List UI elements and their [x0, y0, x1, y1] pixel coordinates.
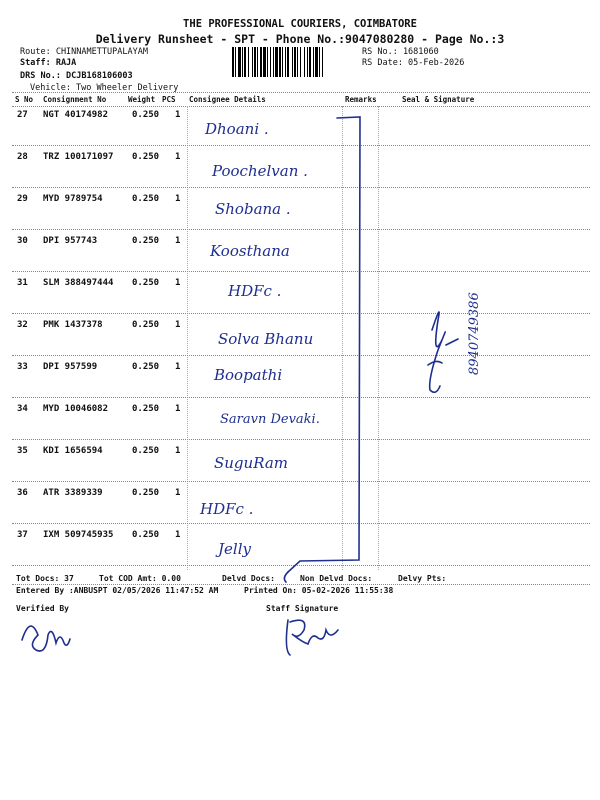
- row-consignee-handwritten: Poochelvan .: [212, 162, 308, 180]
- col-sno: S No: [15, 95, 34, 104]
- row-pcs: 1: [175, 488, 181, 498]
- row-sno: 36: [17, 488, 28, 498]
- row-consignment: KDI 1656594: [43, 446, 103, 456]
- bracket-mark: [288, 117, 360, 572]
- row-consignment: DPI 957599: [43, 362, 98, 372]
- col-weight: Weight: [128, 95, 156, 104]
- printed-on: Printed On: 05-02-2026 11:55:38: [244, 586, 394, 595]
- row-consignee-handwritten: Dhoani .: [205, 120, 269, 138]
- row-sno: 35: [17, 446, 28, 456]
- delivered-docs: Delvd Docs:: [222, 574, 275, 583]
- row-weight: 0.250: [132, 152, 160, 162]
- total-docs: Tot Docs: 37: [16, 574, 74, 583]
- row-pcs: 1: [175, 404, 181, 414]
- non-delivered-docs: Non Delvd Docs:: [300, 574, 373, 583]
- row-pcs: 1: [175, 236, 181, 246]
- row-consignment: PMK 1437378: [43, 320, 103, 330]
- col-consignee: Consignee Details: [189, 95, 266, 104]
- row-pcs: 1: [175, 110, 181, 120]
- row-weight: 0.250: [132, 236, 160, 246]
- row-consignment: ATR 3389339: [43, 488, 103, 498]
- row-sno: 31: [17, 278, 28, 288]
- row-weight: 0.250: [132, 278, 160, 288]
- row-consignee-handwritten: SuguRam: [214, 454, 289, 472]
- row-sno: 30: [17, 236, 28, 246]
- row-weight: 0.250: [132, 320, 160, 330]
- row-consignment: NGT 40174982: [43, 110, 109, 120]
- row-pcs: 1: [175, 278, 181, 288]
- row-consignee-handwritten: HDFc .: [228, 282, 282, 300]
- vehicle-label: Vehicle: Two Wheeler Delivery: [30, 83, 179, 93]
- row-consignee-handwritten: Jelly: [218, 540, 251, 558]
- row-consignment: MYD 10046082: [43, 404, 109, 414]
- row-weight: 0.250: [132, 488, 160, 498]
- company-name: THE PROFESSIONAL COURIERS, COIMBATORE: [183, 18, 417, 30]
- row-consignee-handwritten: HDFc .: [200, 500, 254, 518]
- col-consignment: Consignment No: [43, 95, 107, 104]
- row-consignee-handwritten: Boopathi: [214, 366, 283, 384]
- row-consignment: IXM 509745935: [43, 530, 114, 540]
- handwritten-phone: 8940749386: [467, 292, 482, 375]
- drs-number: DRS No.: DCJB168106003: [20, 71, 133, 81]
- verified-by-label: Verified By: [16, 604, 69, 613]
- row-pcs: 1: [175, 530, 181, 540]
- row-pcs: 1: [175, 152, 181, 162]
- total-cod-amount: Tot COD Amt: 0.00: [99, 574, 181, 583]
- row-consignee-handwritten: Saravn Devaki.: [220, 412, 320, 427]
- staff-signature: [286, 620, 338, 655]
- row-pcs: 1: [175, 194, 181, 204]
- staff-label: Staff: RAJA: [20, 58, 77, 68]
- row-consignment: SLM 388497444: [43, 278, 114, 288]
- row-consignee-handwritten: Solva Bhanu: [218, 330, 314, 348]
- row-sno: 37: [17, 530, 28, 540]
- row-sno: 29: [17, 194, 28, 204]
- delivery-signature: [428, 312, 458, 392]
- row-pcs: 1: [175, 320, 181, 330]
- footer-rule: [12, 584, 590, 585]
- row-sno: 34: [17, 404, 28, 414]
- col-remarks: Remarks: [345, 95, 377, 104]
- row-pcs: 1: [175, 362, 181, 372]
- row-weight: 0.250: [132, 446, 160, 456]
- row-consignee-handwritten: Shobana .: [215, 200, 291, 218]
- rs-date: RS Date: 05-Feb-2026: [362, 58, 465, 68]
- verified-by-signature: [22, 626, 70, 651]
- row-weight: 0.250: [132, 404, 160, 414]
- row-consignment: MYD 9789754: [43, 194, 103, 204]
- row-sno: 32: [17, 320, 28, 330]
- entered-by: Entered By :ANBUSPT 02/05/2026 11:47:52 AM: [16, 586, 219, 595]
- row-weight: 0.250: [132, 194, 160, 204]
- row-weight: 0.250: [132, 362, 160, 372]
- row-sno: 33: [17, 362, 28, 372]
- row-weight: 0.250: [132, 530, 160, 540]
- row-sno: 27: [17, 110, 28, 120]
- row-consignment: TRZ 100171097: [43, 152, 114, 162]
- row-consignment: DPI 957743: [43, 236, 98, 246]
- row-consignee-handwritten: Koosthana: [210, 242, 290, 260]
- rs-number: RS No.: 1681060: [362, 47, 439, 57]
- route-label: Route: CHINNAMETTUPALAYAM: [20, 47, 148, 57]
- staff-signature-label: Staff Signature: [266, 604, 339, 613]
- row-weight: 0.250: [132, 110, 160, 120]
- row-sno: 28: [17, 152, 28, 162]
- runsheet-title: Delivery Runsheet - SPT - Phone No.:9047080280 - Page No.:3: [95, 32, 505, 46]
- footer-tick: [284, 572, 288, 582]
- row-pcs: 1: [175, 446, 181, 456]
- delivery-points: Delvy Pts:: [398, 574, 447, 583]
- col-seal-signature: Seal & Signature: [402, 95, 475, 104]
- col-pcs: PCS: [162, 95, 176, 104]
